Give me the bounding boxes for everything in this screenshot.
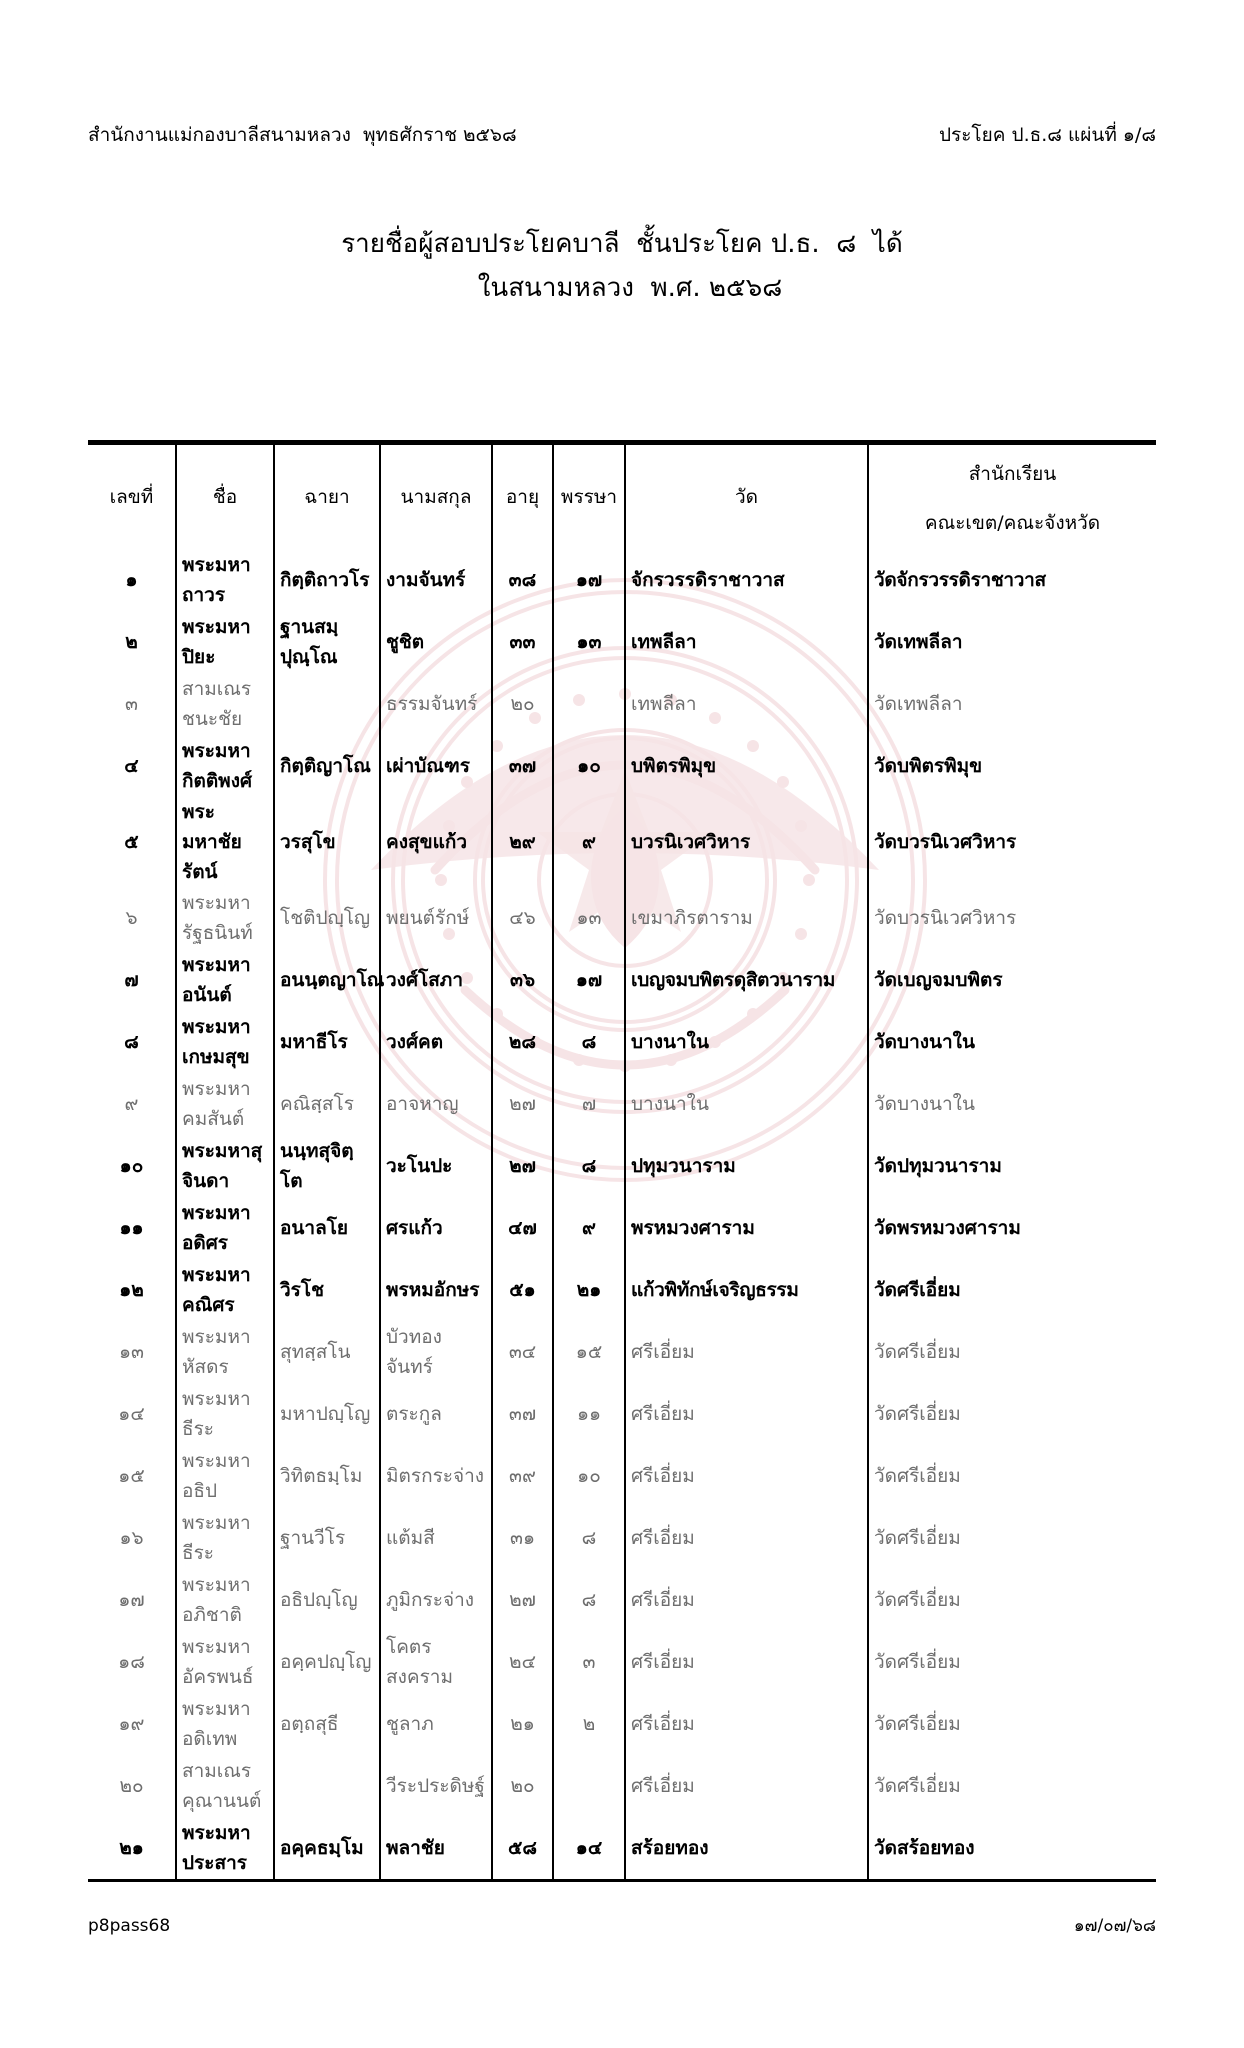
footer-file-label: p8pass68: [88, 1916, 171, 1936]
page-header: [88, 120, 1156, 150]
cell-pansa: ๘: [553, 1135, 625, 1197]
cell-name: พระมหาอัครพนธ์: [176, 1631, 274, 1693]
cell-school: วัดศรีเอี่ยม: [868, 1259, 1156, 1321]
cell-no: ๒๐: [119, 1775, 144, 1797]
cell-age: ๓๔: [492, 1321, 553, 1383]
cell-name: พระมหาอนันต์: [176, 949, 274, 1011]
table-row: [88, 1011, 1156, 1073]
header-wat: วัด: [625, 445, 868, 549]
cell-age: ๒๔: [492, 1631, 553, 1693]
cell-name: พระมหารัฐธนินท์: [176, 887, 274, 949]
cell-school: วัดบพิตรพิมุข: [868, 735, 1156, 797]
cell-school: วัดบางนาใน: [868, 1011, 1156, 1073]
table-row: [88, 735, 1156, 797]
cell-surname: อาจหาญ: [380, 1073, 492, 1135]
cell-alias: มหาธีโร: [274, 1011, 380, 1073]
cell-name: พระมหาหัสดร: [176, 1321, 274, 1383]
table-row: [88, 1631, 1156, 1693]
header-name: ชื่อ: [176, 445, 274, 549]
cell-surname: ชูลาภ: [380, 1693, 492, 1755]
table-row: [88, 1693, 1156, 1755]
cell-wat: พรหมวงศาราม: [625, 1197, 868, 1259]
cell-wat: ศรีเอี่ยม: [625, 1507, 868, 1569]
table-row: [88, 797, 1156, 887]
cell-surname: พลาชัย: [380, 1817, 492, 1879]
cell-age: ๔๗: [492, 1197, 553, 1259]
cell-name: พระมหาคณิศร: [176, 1259, 274, 1321]
cell-surname: ตระกูล: [380, 1383, 492, 1445]
cell-age: ๓๙: [492, 1445, 553, 1507]
header-alias: ฉายา: [274, 445, 380, 549]
cell-pansa: ๘: [553, 1507, 625, 1569]
cell-no: ๑๖: [119, 1527, 144, 1549]
cell-surname: แต้มสี: [380, 1507, 492, 1569]
cell-age: ๒๑: [492, 1693, 553, 1755]
page-footer: [88, 1912, 1156, 1939]
cell-pansa: ๑๕: [553, 1321, 625, 1383]
cell-alias: [274, 673, 380, 735]
cell-surname: คงสุขแก้ว: [380, 797, 492, 887]
cell-wat: ปทุมวนาราม: [625, 1135, 868, 1197]
cell-alias: กิตฺติถาวโร: [274, 549, 380, 611]
cell-surname: วะโนปะ: [380, 1135, 492, 1197]
table-row: [88, 949, 1156, 1011]
cell-age: ๓๓: [492, 611, 553, 673]
cell-name: สามเณรคุณานนต์: [176, 1755, 274, 1817]
table-row: [88, 1507, 1156, 1569]
cell-wat: ศรีเอี่ยม: [625, 1383, 868, 1445]
cell-name: พระมหาอธิป: [176, 1445, 274, 1507]
cell-school: วัดศรีเอี่ยม: [868, 1445, 1156, 1507]
cell-pansa: ๒: [553, 1693, 625, 1755]
cell-pansa: ๒๑: [553, 1259, 625, 1321]
cell-pansa: ๑๔: [553, 1817, 625, 1879]
cell-school: วัดเทพลีลา: [868, 673, 1156, 735]
cell-age: ๓๗: [492, 735, 553, 797]
cell-surname: ชูชิต: [380, 611, 492, 673]
cell-school: วัดศรีเอี่ยม: [868, 1631, 1156, 1693]
table-row: [88, 1073, 1156, 1135]
cell-name: พระมหาสุจินดา: [176, 1135, 274, 1197]
results-table: [88, 445, 1156, 1879]
cell-school: วัดเทพลีลา: [868, 611, 1156, 673]
header-no: เลขที่: [109, 486, 154, 508]
table-head: [88, 445, 1156, 549]
cell-alias: ฐานวีโร: [274, 1507, 380, 1569]
header-school-main: คณะเขต/คณะจังหวัด: [924, 512, 1101, 534]
cell-school: วัดปทุมวนาราม: [868, 1135, 1156, 1197]
cell-age: ๕๘: [492, 1817, 553, 1879]
cell-pansa: [553, 673, 625, 735]
cell-age: ๔๖: [492, 887, 553, 949]
cell-pansa: ๑๗: [553, 949, 625, 1011]
cell-pansa: [553, 1755, 625, 1817]
results-table-container: [88, 440, 1156, 1882]
header-surname: นามสกุล: [380, 445, 492, 549]
cell-alias: กิตฺติญาโณ: [274, 735, 380, 797]
cell-school: วัดศรีเอี่ยม: [868, 1321, 1156, 1383]
cell-no: ๑๕: [118, 1465, 145, 1487]
cell-age: ๒๐: [492, 1755, 553, 1817]
cell-school: วัดศรีเอี่ยม: [868, 1383, 1156, 1445]
cell-alias: วิรโช: [274, 1259, 380, 1321]
cell-surname: บัวทองจันทร์: [380, 1321, 492, 1383]
cell-no: ๙: [124, 1093, 139, 1115]
cell-name: พระมหากิตติพงศ์: [176, 735, 274, 797]
cell-alias: นนฺทสุจิตฺโต: [274, 1135, 380, 1197]
cell-no: ๔: [124, 755, 139, 777]
table-row: [88, 1445, 1156, 1507]
cell-no: ๑๑: [119, 1217, 144, 1239]
cell-name: พระมหาคมสันต์: [176, 1073, 274, 1135]
table-body: [88, 549, 1156, 1879]
cell-surname: พยนต์รักษ์: [380, 887, 492, 949]
table-row: [88, 611, 1156, 673]
cell-age: ๒๘: [492, 1011, 553, 1073]
cell-no: ๒: [125, 631, 138, 653]
title-line-1: รายชื่อผู้สอบประโยคบาลี ชั้นประโยค ป.ธ. ๘ ได้: [341, 229, 903, 259]
cell-alias: โชติปญฺโญ: [274, 887, 380, 949]
cell-no: ๖: [125, 907, 138, 929]
cell-wat: บางนาใน: [625, 1073, 868, 1135]
cell-alias: อนาลโย: [274, 1197, 380, 1259]
cell-age: ๒๗: [492, 1073, 553, 1135]
cell-no: ๘: [124, 1031, 139, 1053]
cell-no: ๑๓: [118, 1341, 145, 1363]
cell-school: วัดสร้อยทอง: [868, 1817, 1156, 1879]
cell-wat: ศรีเอี่ยม: [625, 1445, 868, 1507]
header-school: [868, 445, 1156, 549]
table-row: [88, 1817, 1156, 1879]
cell-alias: อตฺถสุธี: [274, 1693, 380, 1755]
footer-date-label: ๑๗/๐๗/๖๘: [1073, 1916, 1156, 1936]
cell-surname: วงศ์โสภา: [380, 949, 492, 1011]
cell-alias: วิทิตธมฺโม: [274, 1445, 380, 1507]
cell-name: พระมหาเกษมสุข: [176, 1011, 274, 1073]
cell-pansa: ๙: [553, 1197, 625, 1259]
cell-surname: เผ่าบัณฑร: [380, 735, 492, 797]
cell-age: ๒๐: [492, 673, 553, 735]
cell-surname: ธรรมจันทร์: [380, 673, 492, 735]
cell-school: วัดบวรนิเวศวิหาร: [868, 887, 1156, 949]
cell-no: ๑๗: [118, 1589, 145, 1611]
cell-surname: ศรแก้ว: [380, 1197, 492, 1259]
cell-alias: ฐานสมฺปุณฺโณ: [274, 611, 380, 673]
cell-school: วัดพรหมวงศาราม: [868, 1197, 1156, 1259]
table-row: [88, 1383, 1156, 1445]
cell-alias: สุทสฺสโน: [274, 1321, 380, 1383]
cell-no: ๕: [124, 831, 139, 853]
cell-surname: วีระประดิษฐ์: [380, 1755, 492, 1817]
cell-pansa: ๘: [553, 1569, 625, 1631]
cell-school: วัดบวรนิเวศวิหาร: [868, 797, 1156, 887]
cell-school: วัดจักรวรรดิราชาวาส: [868, 549, 1156, 611]
table-row: [88, 1135, 1156, 1197]
table-row: [88, 1569, 1156, 1631]
cell-name: พระมหาประสาร: [176, 1817, 274, 1879]
cell-school: วัดเบญจมบพิตร: [868, 949, 1156, 1011]
cell-alias: อคฺคปญฺโญ: [274, 1631, 380, 1693]
cell-school: วัดบางนาใน: [868, 1073, 1156, 1135]
cell-name: พระมหาอภิชาติ: [176, 1569, 274, 1631]
cell-pansa: ๑๐: [553, 735, 625, 797]
cell-no: ๑: [125, 569, 138, 591]
cell-name: พระมหาธีระ: [176, 1383, 274, 1445]
cell-school: วัดศรีเอี่ยม: [868, 1755, 1156, 1817]
cell-pansa: ๘: [553, 1011, 625, 1073]
cell-wat: ศรีเอี่ยม: [625, 1693, 868, 1755]
header-age: อายุ: [492, 445, 553, 549]
cell-wat: แก้วพิทักษ์เจริญธรรม: [625, 1259, 868, 1321]
cell-pansa: ๓: [553, 1631, 625, 1693]
cell-wat: บวรนิเวศวิหาร: [625, 797, 868, 887]
document-title: [0, 222, 1244, 310]
cell-wat: บางนาใน: [625, 1011, 868, 1073]
cell-no: ๓: [125, 693, 138, 715]
cell-pansa: ๑๑: [553, 1383, 625, 1445]
cell-surname: วงศ์คต: [380, 1011, 492, 1073]
cell-surname: พรหมอักษร: [380, 1259, 492, 1321]
cell-age: ๓๖: [492, 949, 553, 1011]
cell-wat: จักรวรรดิราชาวาส: [625, 549, 868, 611]
cell-age: ๒๙: [492, 797, 553, 887]
cell-wat: ศรีเอี่ยม: [625, 1321, 868, 1383]
table-row: [88, 549, 1156, 611]
table-bottom-rule: [88, 1879, 1156, 1882]
cell-age: ๓๘: [492, 549, 553, 611]
cell-age: ๓๗: [492, 1383, 553, 1445]
cell-age: ๓๑: [492, 1507, 553, 1569]
header-school-top: สำนักเรียน: [968, 463, 1057, 485]
cell-age: ๒๗: [492, 1135, 553, 1197]
cell-no: ๑๒: [119, 1279, 144, 1301]
table-row: [88, 1259, 1156, 1321]
cell-name: พระมหาถาวร: [176, 549, 274, 611]
cell-name: พระมหาธีระ: [176, 1507, 274, 1569]
cell-alias: อคฺคธมฺโม: [274, 1817, 380, 1879]
cell-no: ๑๐: [119, 1155, 144, 1177]
cell-wat: ศรีเอี่ยม: [625, 1755, 868, 1817]
cell-school: วัดศรีเอี่ยม: [868, 1507, 1156, 1569]
cell-name: สามเณรชนะชัย: [176, 673, 274, 735]
cell-school: วัดศรีเอี่ยม: [868, 1693, 1156, 1755]
table-row: [88, 1755, 1156, 1817]
cell-surname: ภูมิกระจ่าง: [380, 1569, 492, 1631]
cell-wat: เบญจมบพิตรดุสิตวนาราม: [625, 949, 868, 1011]
cell-pansa: ๗: [553, 1073, 625, 1135]
cell-wat: ศรีเอี่ยม: [625, 1631, 868, 1693]
cell-alias: [274, 1755, 380, 1817]
cell-no: ๑๔: [118, 1403, 145, 1425]
cell-wat: ศรีเอี่ยม: [625, 1569, 868, 1631]
cell-wat: เทพลีลา: [625, 611, 868, 673]
cell-school: วัดศรีเอี่ยม: [868, 1569, 1156, 1631]
cell-surname: งามจันทร์: [380, 549, 492, 611]
cell-name: พระมหาอดิศร: [176, 1197, 274, 1259]
cell-pansa: ๑๓: [553, 887, 625, 949]
cell-alias: อธิปญฺโญ: [274, 1569, 380, 1631]
cell-age: ๕๑: [492, 1259, 553, 1321]
cell-wat: เทพลีลา: [625, 673, 868, 735]
table-header-row: [88, 445, 1156, 549]
cell-pansa: ๑๐: [553, 1445, 625, 1507]
cell-alias: อนนฺตญาโณ: [274, 949, 380, 1011]
cell-age: ๒๗: [492, 1569, 553, 1631]
cell-no: ๑๙: [118, 1713, 145, 1735]
cell-alias: คณิสฺสโร: [274, 1073, 380, 1135]
level-sheet-label: ประโยค ป.ธ.๘ แผ่นที่ ๑/๘: [938, 124, 1156, 146]
table-row: [88, 887, 1156, 949]
table-row: [88, 1197, 1156, 1259]
cell-surname: มิตรกระจ่าง: [380, 1445, 492, 1507]
cell-wat: เขมาภิรตาราม: [625, 887, 868, 949]
cell-wat: สร้อยทอง: [625, 1817, 868, 1879]
title-line-2: ในสนามหลวง พ.ศ. ๒๕๖๘: [477, 273, 783, 303]
cell-name: พระมหาอดิเทพ: [176, 1693, 274, 1755]
office-year-label: สำนักงานแม่กองบาลีสนามหลวง พุทธศักราช ๒๕๖๘: [88, 124, 517, 146]
cell-no: ๗: [124, 969, 139, 991]
cell-alias: มหาปญฺโญ: [274, 1383, 380, 1445]
cell-alias: วรสุโข: [274, 797, 380, 887]
cell-pansa: ๑๗: [553, 549, 625, 611]
cell-name: พระมหาปิยะ: [176, 611, 274, 673]
cell-no: ๑๘: [118, 1651, 145, 1673]
table-row: [88, 673, 1156, 735]
cell-pansa: ๙: [553, 797, 625, 887]
header-pansa: พรรษา: [553, 445, 625, 549]
cell-name: พระมหาชัยรัตน์: [176, 797, 274, 887]
cell-wat: บพิตรพิมุข: [625, 735, 868, 797]
cell-no: ๒๑: [119, 1837, 144, 1859]
table-row: [88, 1321, 1156, 1383]
cell-surname: โคตรสงคราม: [380, 1631, 492, 1693]
cell-pansa: ๑๓: [553, 611, 625, 673]
